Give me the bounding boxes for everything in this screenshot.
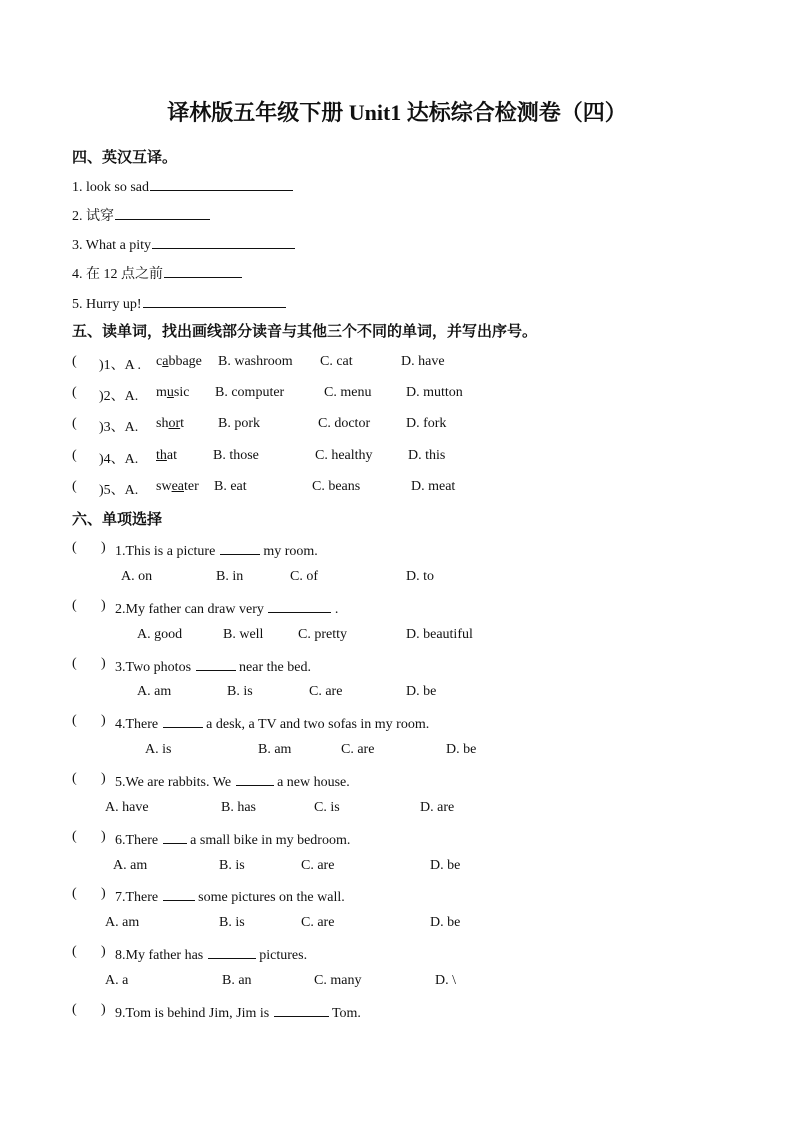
option-a: A. is (145, 742, 172, 757)
option-c: C. are (309, 684, 343, 699)
word-suffix: sic (173, 385, 190, 400)
underlined-letters: ea (171, 479, 184, 494)
question-number: )2、A. (99, 389, 139, 404)
translation-item-3 (72, 234, 295, 254)
fill-blank[interactable] (268, 598, 331, 613)
answer-bracket-open: ( (72, 829, 77, 844)
section-6-heading: 六、单项选择 (72, 512, 163, 528)
fill-blank[interactable] (163, 829, 187, 844)
stem-after-blank: near the bed. (239, 660, 311, 675)
option-d: D. be (430, 858, 461, 873)
answer-blank-5[interactable] (143, 293, 286, 308)
page-title: 译林版五年级下册 Unit1 达标综合检测卷（四） (167, 100, 627, 125)
answer-bracket-close: ) (101, 598, 106, 613)
stem-before-blank: 7.There (115, 890, 159, 905)
option-c: C. healthy (315, 448, 373, 463)
stem-before-blank: 3.Two photos (115, 660, 192, 675)
question-stem (115, 656, 311, 676)
option-c: C. many (314, 973, 362, 988)
option-b: B. washroom (218, 354, 293, 369)
fill-blank[interactable] (274, 1002, 329, 1017)
answer-blank-2[interactable] (115, 205, 210, 220)
answer-bracket-close: ) (101, 886, 106, 901)
option-b: B. well (223, 627, 264, 642)
word-suffix: ter (184, 479, 199, 494)
option-d: D. this (408, 448, 446, 463)
word-suffix: t (180, 416, 185, 431)
question-stem (115, 598, 338, 618)
stem-after-blank: a small bike in my bedroom. (190, 833, 351, 848)
word-prefix: m (156, 385, 167, 400)
stem-before-blank: 5.We are rabbits. We (115, 775, 232, 790)
option-b: B. in (216, 569, 244, 584)
option-d: D. beautiful (406, 627, 473, 642)
option-b: B. pork (218, 416, 260, 431)
fill-blank[interactable] (196, 656, 236, 671)
option-b: B. computer (215, 385, 285, 400)
option-a-word (156, 479, 199, 495)
option-c: C. cat (320, 354, 353, 369)
answer-bracket-close: ) (101, 944, 106, 959)
answer-bracket-open: ( (72, 385, 77, 400)
question-stem (115, 713, 429, 733)
answer-bracket-close: ) (101, 1002, 106, 1017)
answer-blank-1[interactable] (150, 176, 293, 191)
fill-blank[interactable] (236, 771, 274, 786)
stem-after-blank: a new house. (277, 775, 350, 790)
option-d: D. be (446, 742, 477, 757)
question-stem (115, 829, 350, 849)
option-d: D. fork (406, 416, 447, 431)
option-c: C. beans (312, 479, 361, 494)
option-c: C. are (301, 858, 335, 873)
translation-item-5 (72, 293, 286, 313)
answer-bracket-open: ( (72, 448, 77, 463)
option-a-word (156, 416, 184, 432)
word-suffix: bbage (168, 354, 202, 369)
answer-bracket-open: ( (72, 598, 77, 613)
option-c: C. are (301, 915, 335, 930)
stem-before-blank: 8.My father has (115, 948, 204, 963)
option-d: D. be (430, 915, 461, 930)
option-a: A. am (113, 858, 148, 873)
option-a-word (156, 354, 202, 370)
answer-bracket-open: ( (72, 1002, 77, 1017)
option-b: B. is (219, 858, 245, 873)
option-b: B. those (213, 448, 259, 463)
answer-bracket-open: ( (72, 540, 77, 555)
translation-item-4 (72, 263, 242, 283)
translation-item-1-text: 1. look so sad (72, 180, 149, 195)
option-b: B. an (222, 973, 252, 988)
translation-item-1 (72, 176, 293, 196)
word-prefix: sw (156, 479, 172, 494)
translation-item-2-text: 2. 试穿 (72, 209, 114, 224)
answer-bracket-close: ) (101, 713, 106, 728)
answer-bracket-open: ( (72, 713, 77, 728)
answer-bracket-open: ( (72, 771, 77, 786)
question-stem (115, 771, 350, 791)
stem-before-blank: 9.Tom is behind Jim, Jim is (115, 1006, 270, 1021)
option-a: A. have (105, 800, 149, 815)
word-prefix: sh (156, 416, 169, 431)
underlined-letters: a (162, 354, 169, 369)
option-d: D. be (406, 684, 437, 699)
answer-bracket-open: ( (72, 656, 77, 671)
fill-blank[interactable] (163, 713, 203, 728)
option-c: C. are (341, 742, 375, 757)
option-a: A. a (105, 973, 129, 988)
option-a-word (156, 448, 177, 464)
question-stem (115, 886, 345, 906)
answer-blank-3[interactable] (152, 234, 295, 249)
stem-after-blank: some pictures on the wall. (198, 890, 345, 905)
option-b: B. is (219, 915, 245, 930)
answer-bracket-open: ( (72, 354, 77, 369)
section-5-heading: 五、读单词，找出画线部分读音与其他三个不同的单词，并写出序号。 (72, 324, 538, 340)
answer-bracket-open: ( (72, 416, 77, 431)
underlined-letters: th (156, 448, 167, 463)
option-c: C. menu (324, 385, 372, 400)
option-b: B. has (221, 800, 256, 815)
stem-after-blank: pictures. (259, 948, 308, 963)
translation-item-2 (72, 205, 210, 225)
option-c: C. of (290, 569, 318, 584)
option-a: A. good (137, 627, 183, 642)
option-b: B. eat (214, 479, 247, 494)
stem-before-blank: 2.My father can draw very (115, 602, 264, 617)
fill-blank[interactable] (220, 540, 260, 555)
stem-before-blank: 6.There (115, 833, 159, 848)
answer-bracket-close: ) (101, 829, 106, 844)
answer-blank-4[interactable] (164, 263, 242, 278)
option-d: D. \ (435, 973, 456, 988)
stem-after-blank: Tom. (331, 1006, 361, 1021)
option-a: A. am (137, 684, 172, 699)
answer-bracket-close: ) (101, 771, 106, 786)
answer-bracket-close: ) (101, 540, 106, 555)
option-d: D. are (420, 800, 455, 815)
answer-bracket-open: ( (72, 944, 77, 959)
translation-item-5-text: 5. Hurry up! (72, 297, 142, 312)
stem-after-blank: my room. (263, 544, 318, 559)
question-number: )1、A . (99, 358, 141, 373)
stem-before-blank: 4.There (115, 717, 159, 732)
stem-after-blank: a desk, a TV and two sofas in my room. (206, 717, 430, 732)
option-c: C. doctor (318, 416, 371, 431)
question-number: )4、A. (99, 452, 139, 467)
option-d: D. mutton (406, 385, 463, 400)
option-b: B. am (258, 742, 292, 757)
underlined-letters: or (168, 416, 181, 431)
option-a: A. on (121, 569, 153, 584)
underlined-letters: u (166, 385, 174, 400)
stem-after-blank: . (334, 602, 339, 617)
word-suffix: at (166, 448, 177, 463)
answer-bracket-close: ) (101, 656, 106, 671)
question-number: )3、A. (99, 420, 139, 435)
option-c: C. pretty (298, 627, 347, 642)
translation-item-4-text: 4. 在 12 点之前 (72, 267, 163, 282)
stem-before-blank: 1.This is a picture (115, 544, 216, 559)
question-stem (115, 540, 318, 560)
question-number: )5、A. (99, 483, 139, 498)
fill-blank[interactable] (208, 944, 256, 959)
answer-bracket-open: ( (72, 479, 77, 494)
option-d: D. meat (411, 479, 456, 494)
option-b: B. is (227, 684, 253, 699)
question-stem (115, 944, 307, 964)
option-a: A. am (105, 915, 140, 930)
option-d: D. to (406, 569, 434, 584)
section-4-heading: 四、英汉互译。 (72, 150, 178, 166)
option-d: D. have (401, 354, 445, 369)
option-c: C. is (314, 800, 340, 815)
fill-blank[interactable] (163, 886, 195, 901)
word-prefix: c (156, 354, 163, 369)
translation-item-3-text: 3. What a pity (72, 238, 152, 253)
option-a-word (156, 385, 189, 401)
question-stem (115, 1002, 361, 1022)
answer-bracket-open: ( (72, 886, 77, 901)
